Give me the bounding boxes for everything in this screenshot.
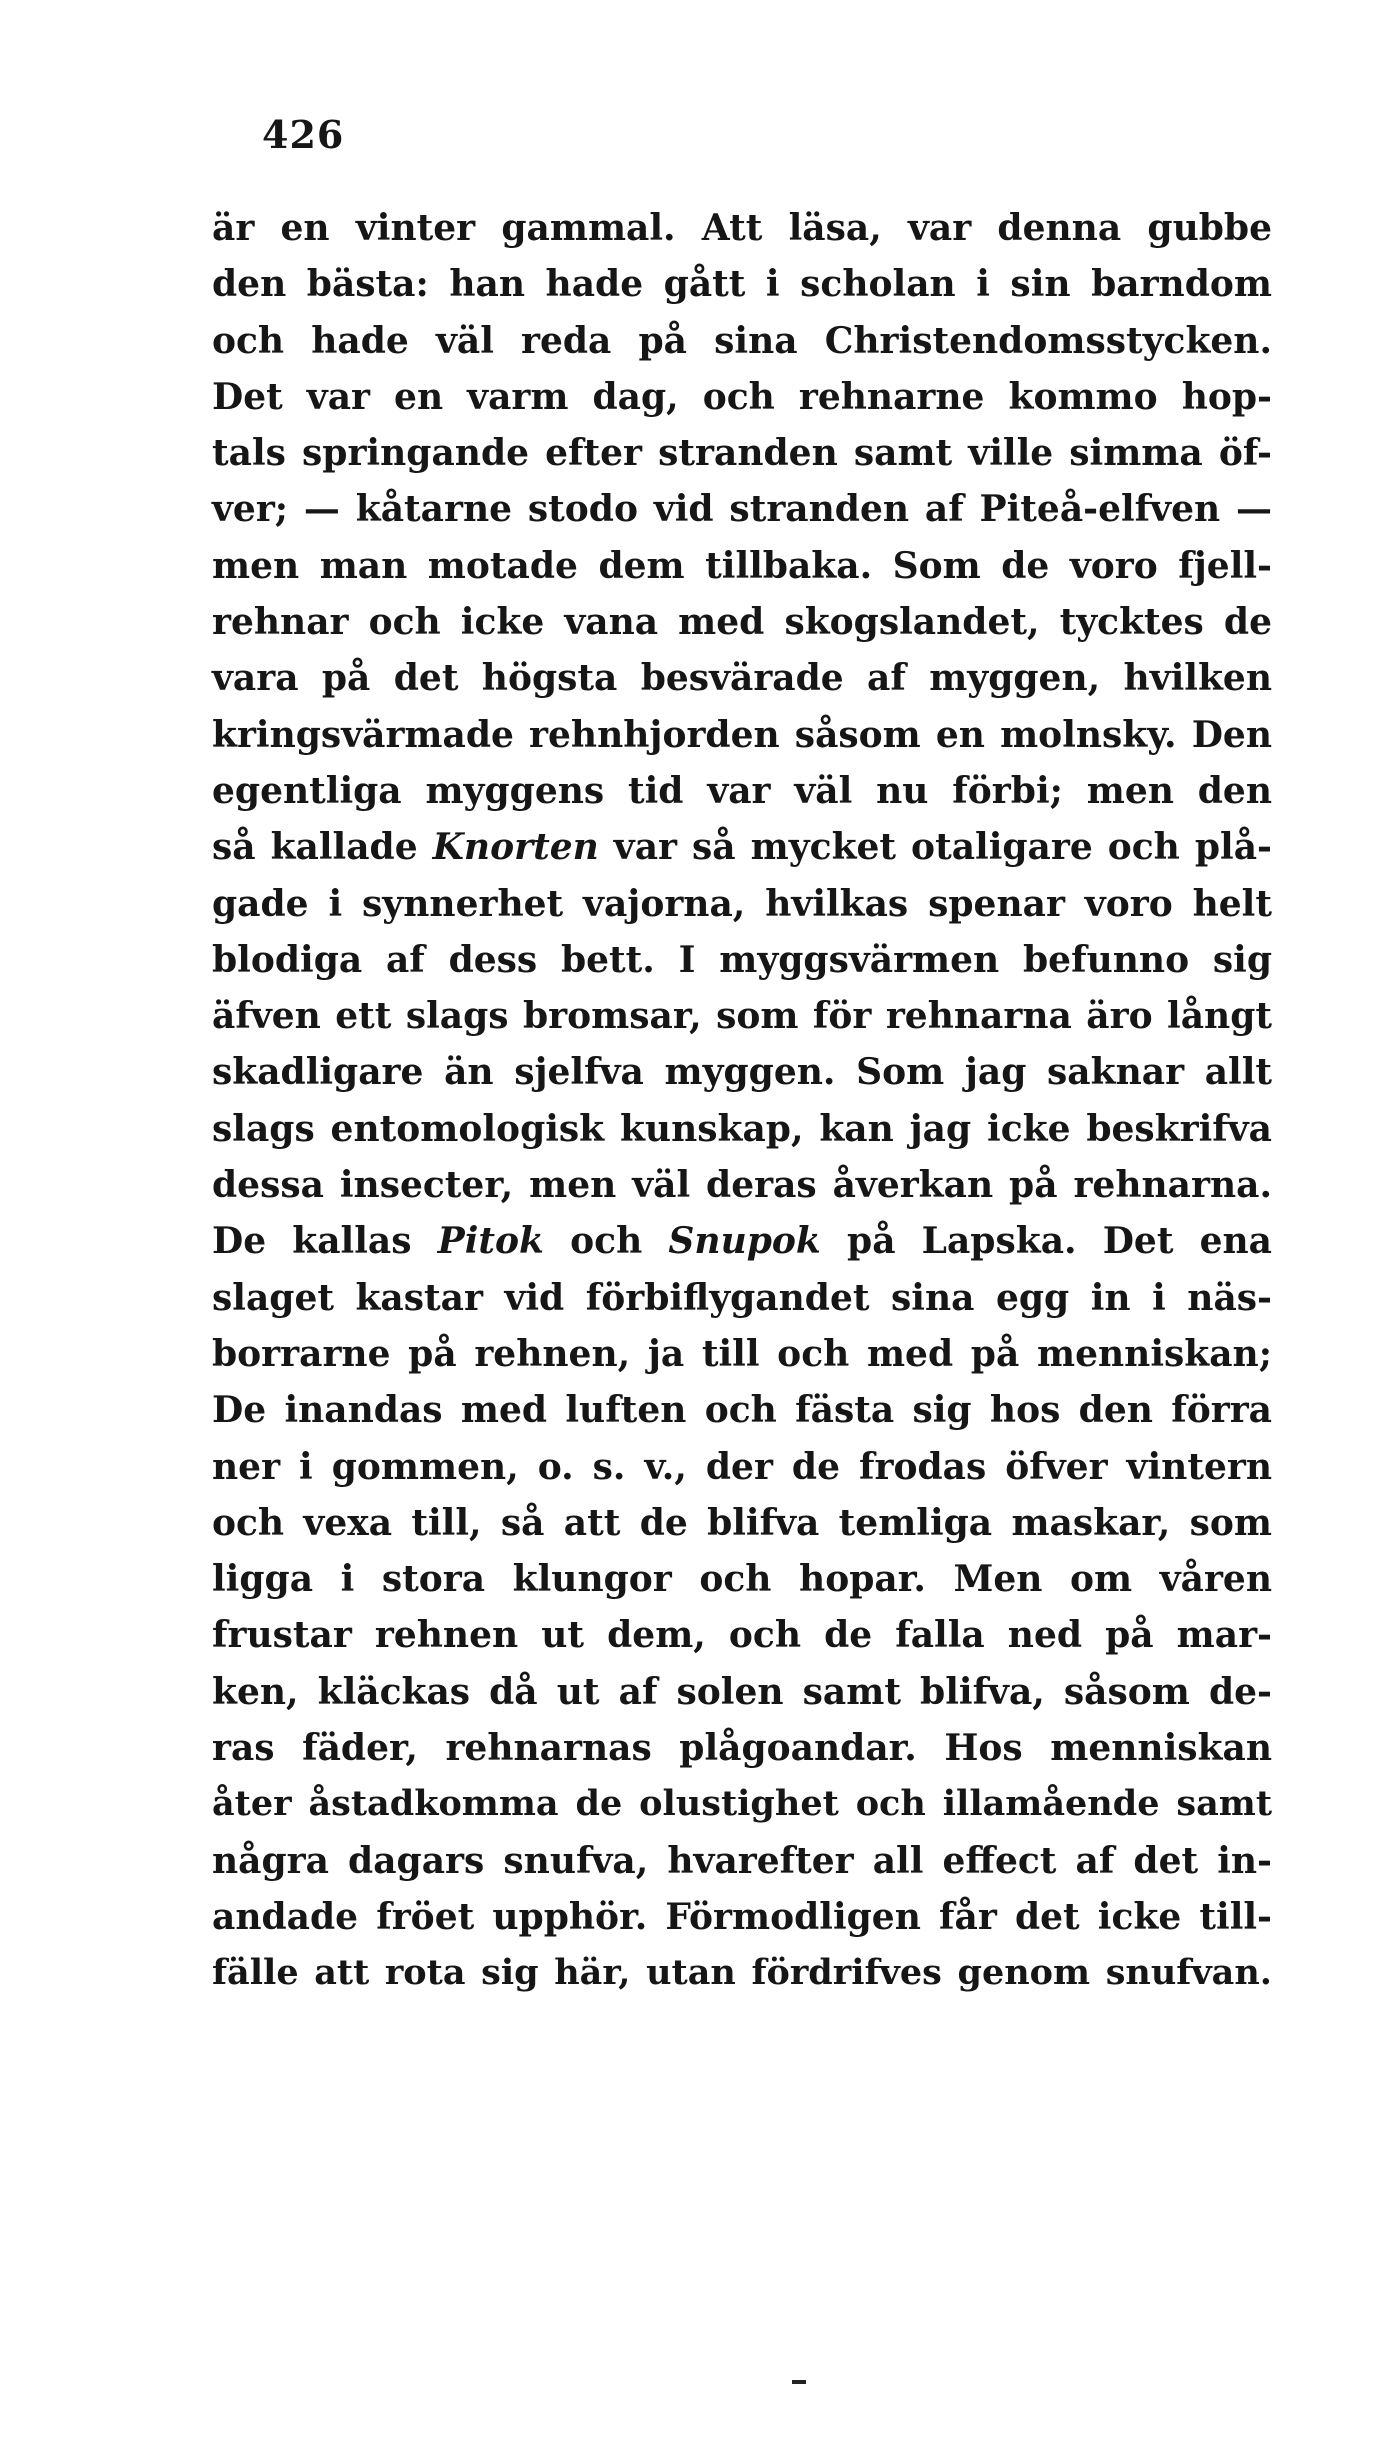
text-segment: åter åstadkomma de olustighet och illamående samt	[212, 1783, 1272, 1825]
text-segment: slaget kastar vid förbiflygandet sina egg in i näs-	[212, 1276, 1272, 1319]
text-line	[212, 1551, 1272, 1607]
text-line	[212, 369, 1272, 425]
text-line	[212, 1157, 1272, 1213]
text-segment: borrarne på rehnen, ja till och med på menniskan;	[212, 1332, 1272, 1375]
text-segment: rehnar och icke vana med skogslandet, tycktes de	[212, 601, 1272, 644]
italic-term: Pitok	[437, 1220, 544, 1263]
bottom-mark	[792, 2380, 806, 2384]
text-line	[212, 1607, 1272, 1663]
text-line	[212, 763, 1272, 819]
text-segment: egentliga myggens tid var väl nu förbi; men den	[212, 769, 1272, 812]
text-line	[212, 1101, 1272, 1157]
text-line	[212, 1720, 1272, 1776]
text-line	[212, 313, 1272, 369]
text-line	[212, 594, 1272, 650]
text-line	[212, 876, 1272, 932]
text-line	[212, 200, 1272, 256]
text-segment: några dagars snufva, hvarefter all effect af det in-	[212, 1839, 1272, 1882]
text-line	[212, 1270, 1272, 1326]
text-segment: den bästa: han hade gått i scholan i sin barndom	[212, 263, 1272, 306]
text-segment: på Lapska. Det ena	[820, 1220, 1273, 1263]
text-segment: ner i gommen, o. s. v., der de frodas öfver vintern	[212, 1445, 1272, 1488]
text-line	[212, 1945, 1272, 2001]
text-line	[212, 1326, 1272, 1382]
text-line	[212, 1495, 1272, 1551]
text-segment: tals springande efter stranden samt ville simma öf-	[212, 432, 1272, 475]
italic-term: Snupok	[668, 1220, 821, 1263]
text-line	[212, 1833, 1272, 1889]
text-line	[212, 932, 1272, 988]
text-line	[212, 819, 1272, 875]
text-segment: men man motade dem tillbaka. Som de voro fjell-	[212, 544, 1272, 587]
text-segment: äfven ett slags bromsar, som för rehnarna äro långt	[212, 995, 1272, 1038]
text-line	[212, 1889, 1272, 1945]
text-segment: Det var en varm dag, och rehnarne kommo hop-	[212, 375, 1272, 418]
text-segment: skadligare än sjelfva myggen. Som jag saknar allt	[212, 1051, 1272, 1094]
text-segment: ligga i stora klungor och hopar. Men om våren	[212, 1558, 1272, 1601]
text-line	[212, 707, 1272, 763]
text-segment: kringsvärmade rehnhjorden såsom en molnsky. Den	[212, 713, 1272, 756]
text-line	[212, 988, 1272, 1044]
text-segment: ken, kläckas då ut af solen samt blifva, såsom de-	[212, 1670, 1272, 1713]
text-segment: så kallade	[212, 826, 433, 869]
text-line	[212, 1213, 1272, 1269]
text-line	[212, 538, 1272, 594]
text-segment: och hade väl reda på sina Christendomsstycken.	[212, 319, 1272, 362]
text-segment: frustar rehnen ut dem, och de falla ned på mar-	[212, 1614, 1272, 1657]
text-segment: De inandas med luften och fästa sig hos den förra	[212, 1389, 1272, 1432]
text-line	[212, 1382, 1272, 1438]
text-segment: fälle att rota sig här, utan fördrifves genom snufvan.	[212, 1952, 1272, 1994]
text-segment: var så mycket otaligare och plå-	[598, 826, 1272, 869]
text-line	[212, 1044, 1272, 1100]
text-segment: gade i synnerhet vajorna, hvilkas spenar voro helt	[212, 882, 1272, 925]
text-line	[212, 481, 1272, 537]
text-line	[212, 1664, 1272, 1720]
text-segment: slags entomologisk kunskap, kan jag icke beskrifva	[212, 1107, 1272, 1150]
text-segment: ver; — kåtarne stodo vid stranden af Piteå-elfven —	[212, 488, 1272, 531]
text-segment: andade fröet upphör. Förmodligen får det icke till-	[212, 1895, 1272, 1938]
text-segment: är en vinter gammal. Att läsa, var denna gubbe	[212, 207, 1272, 249]
text-segment: blodiga af dess bett. I myggsvärmen befunno sig	[212, 938, 1272, 981]
text-segment: De kallas	[212, 1220, 438, 1263]
text-segment: och	[543, 1220, 669, 1263]
body-text	[212, 200, 1272, 2002]
text-segment: dessa insecter, men väl deras åverkan på rehnarna.	[212, 1164, 1272, 1207]
text-segment: och vexa till, så att de blifva temliga maskar, som	[212, 1501, 1272, 1544]
text-line	[212, 425, 1272, 481]
text-segment: ras fäder, rehnarnas plågoandar. Hos menniskan	[212, 1727, 1272, 1770]
italic-term: Knorten	[432, 826, 599, 869]
text-line	[212, 1439, 1272, 1495]
text-segment: vara på det högsta besvärade af myggen, hvilken	[212, 657, 1272, 700]
text-line	[212, 650, 1272, 706]
text-line	[212, 256, 1272, 312]
page-number: 426	[262, 112, 345, 157]
text-line	[212, 1776, 1272, 1832]
